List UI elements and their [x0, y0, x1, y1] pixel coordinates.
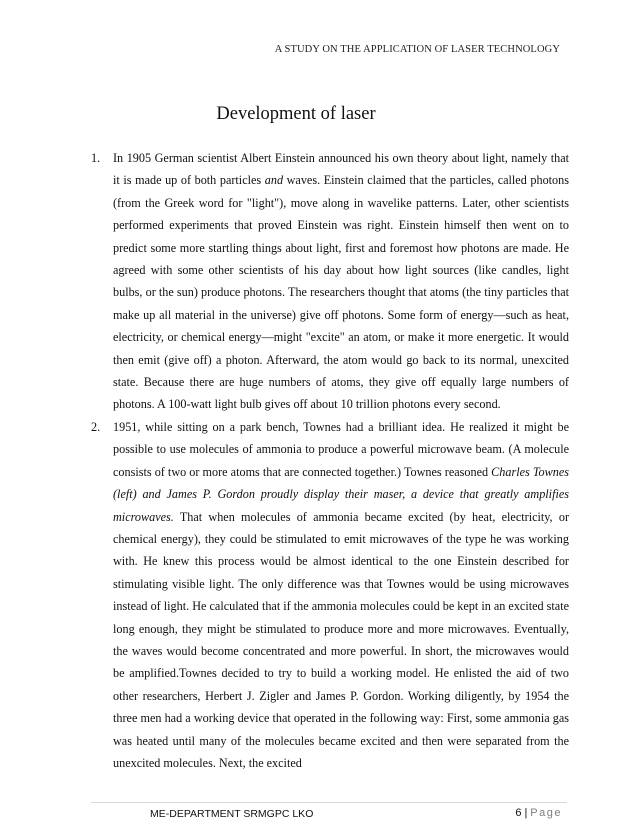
section-title: Development of laser — [216, 104, 376, 124]
paragraph-text: That when molecules of ammonia became excited (by heat, electricity, or chemical energy), they could be stimulated to emit microwaves of the type he was working with. He knew this process would be almost identical to the one Einstein described for stimulating visible light. The only difference was that Townes would be using microwaves instead of light. He calculated that if the ammonia molecules could be kept in an excited state long enough, they might be stimulated to produce more and more microwaves. Eventually, the waves would become concentrated and more powerful. In short, the microwaves would be amplified.Townes decided to try to build a working model. He enlisted the aid of two other researchers, Herbert J. Zigler and James P. Gordon. Working diligently, by 1954 the three men had a working device that operated in the following way: First, some ammonia gas was heated until many of the molecules became excited and then were separated from the unexcited molecules. Next, the excited — [113, 509, 569, 770]
page-number: 6 — [515, 807, 522, 819]
footer-department: ME-DEPARTMENT SRMGPC LKO — [150, 808, 314, 820]
numbered-list — [91, 147, 569, 774]
list-item-number: 2. — [91, 419, 101, 434]
running-header: A STUDY ON THE APPLICATION OF LASER TECHNOLOGY — [274, 44, 560, 55]
list-item-number: 1. — [91, 151, 101, 165]
paragraph-text: In 1905 German scientist Albert Einstein announced his own theory about light, namely that it is made up of both particles — [113, 151, 569, 188]
footer-divider — [91, 802, 567, 803]
list-item — [91, 147, 569, 416]
list-item — [91, 416, 569, 775]
paragraph-text: waves. Einstein claimed that the particles, called photons (from the Greek word for "light"), move along in wavelike patterns. Later, other scientists performed experiments that proved Einstein was right. Einstein himself then went on to predict some more startling things about light, first and foremost how photons are made. He agreed with some other scientists of his day about how light sources (like candles, light bulbs, or the sun) produce photons. The researchers thought that atoms (the tiny particles that make up all material in the universe) give off photons. Some form of energy—such as heat, electricity, or chemical energy—might "excite" an atom, or make it more energetic. It would then emit (give off) a photon. Afterward, the atom would go back to its normal, unexcited state. Because there are huge numbers of atoms, they give off equally large numbers of photons. A 100-watt light bulb gives off about 10 trillion photons every second. — [113, 173, 569, 412]
paragraph-text: 1951, while sitting on a park bench, Townes had a brilliant idea. He realized it might be possible to use molecules of ammonia to produce a powerful microwave beam. (A molecule consists of two or more atoms that are connected together.) Townes reasoned — [113, 419, 569, 479]
page-number-footer — [515, 807, 562, 819]
page-label: Page — [530, 807, 562, 819]
figure-caption-text: Charles Townes (left) and James P. Gordon proudly display their maser, a device that greatly amplifies microwaves. — [113, 464, 569, 524]
page-separator: | — [524, 807, 528, 819]
emphasis-text: and — [264, 173, 284, 188]
